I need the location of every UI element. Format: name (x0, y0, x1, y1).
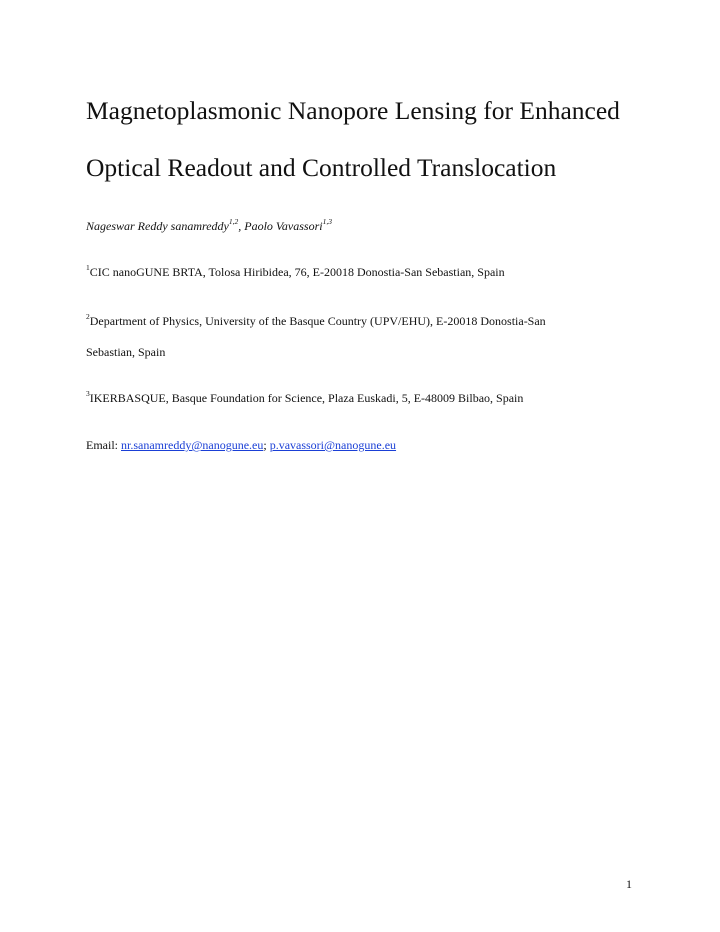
email-link-2[interactable]: p.vavassori@nanogune.eu (269, 438, 397, 452)
affiliation-3-text: IKERBASQUE, Basque Foundation for Science, Plaza Euskadi, 5, E-48009 Bilbao, Spain (89, 391, 524, 405)
author-2-affiliation-marks: 1,3 (322, 217, 332, 226)
paper-title-line-2: Optical Readout and Controlled Translocation (86, 153, 557, 182)
affiliation-2 (86, 314, 546, 329)
author-list (86, 219, 332, 234)
affiliation-2-text-line-2: Sebastian, Spain (86, 345, 166, 359)
affiliation-1-mark: 1 (86, 263, 90, 272)
paper-title-line-1: Magnetoplasmonic Nanopore Lensing for Enhanced (86, 96, 620, 125)
affiliation-3 (86, 391, 523, 406)
author-2-name: Paolo Vavassori (244, 219, 323, 233)
email-separator: ; (263, 438, 270, 452)
affiliation-2-mark: 2 (86, 312, 90, 321)
affiliation-3-mark: 3 (86, 389, 90, 398)
email-label: Email: (86, 438, 121, 452)
affiliation-2-continuation (86, 345, 165, 360)
email-link-1[interactable]: nr.sanamreddy@nanogune.eu (121, 438, 264, 452)
affiliation-1 (86, 265, 505, 280)
author-1-name: Nageswar Reddy sanamreddy (86, 219, 229, 233)
contact-email-line (86, 438, 396, 453)
author-1-affiliation-marks: 1,2 (228, 217, 239, 226)
paper-title (86, 82, 666, 196)
affiliation-2-text-line-1: Department of Physics, University of the Basque Country (UPV/EHU), E-20018 Donostia-San (89, 314, 546, 328)
affiliation-1-text: CIC nanoGUNE BRTA, Tolosa Hiribidea, 76, E-20018 Donostia-San Sebastian, Spain (89, 265, 505, 279)
author-separator: , (238, 219, 245, 233)
page-number: 1 (626, 877, 632, 891)
